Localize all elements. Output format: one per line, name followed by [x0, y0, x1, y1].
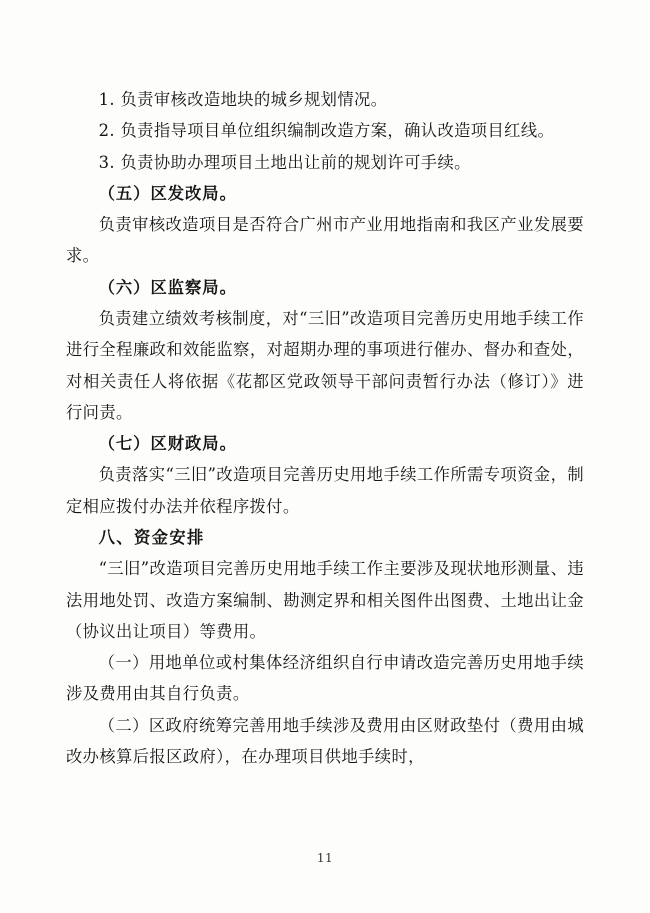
paragraph-item-1: 1. 负责审核改造地块的城乡规划情况。: [98, 90, 388, 109]
paragraph-funding-item-one: （一）用地单位或村集体经济组织自行申请改造完善历史用地手续涉及费用由其自行负责。: [66, 653, 584, 704]
paragraph-section-five-body: 负责审核改造项目是否符合广州市产业用地指南和我区产业发展要求。: [66, 215, 584, 266]
paragraph-section-six-body: 负责建立绩效考核制度，对“三旧”改造项目完善历史用地手续工作进行全程廉政和效能监察，对超期办理的事项进行催办、督办和查处，对相关责任人将依据《花都区党政领导干部问责暂行办法（修订）》进行问责。: [66, 308, 584, 422]
page-number: 11: [316, 851, 334, 865]
section-heading-five: （五）区发改局。: [98, 183, 237, 203]
paragraph-section-seven-body: 负责落实“三旧”改造项目完善历史用地手续工作所需专项资金，制定相应拨付办法并依程序拨付。: [66, 465, 584, 516]
paragraph-item-3: 3. 负责协助办理项目土地出让前的规划许可手续。: [98, 152, 471, 172]
section-heading-seven: （七）区财政局。: [98, 434, 237, 454]
section-heading-eight: 八、资金安排: [98, 527, 205, 547]
paragraph-item-2: 2. 负责指导项目单位组织编制改造方案，确认改造项目红线。: [98, 121, 555, 141]
section-heading-six: （六）区监察局。: [98, 277, 237, 297]
document-body: [66, 84, 584, 772]
paragraph-funding-item-two: （二）区政府统筹完善用地手续涉及费用由区财政垫付（费用由城改办核算后报区政府），在办理项目供地手续时，: [66, 715, 584, 766]
paragraph-funding-overview: “三旧”改造项目完善历史用地手续工作主要涉及现状地形测量、违法用地处罚、改造方案编制、勘测定界和相关图件出图费、土地出让金（协议出让项目）等费用。: [66, 559, 584, 641]
